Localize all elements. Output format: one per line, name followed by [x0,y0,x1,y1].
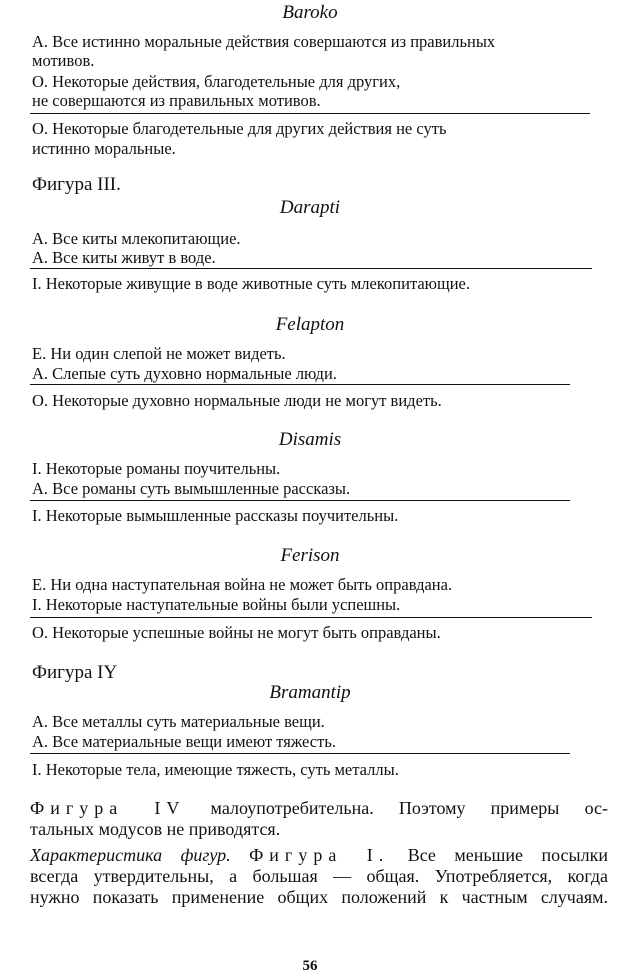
mode-title-ferison: Ferison [280,545,340,566]
paragraph-line: всегда утвердительны, а большая — общая. Употребляется, когда [30,866,608,886]
spaced-term: Фигура IV [30,798,186,818]
premise-line: А. Все киты млекопитающие. [32,229,241,248]
premise-line: мотивов. [32,51,95,70]
paragraph-line: нужно показать применение общих положений к частным случаям. [30,887,608,907]
spaced-term: Фигура I. [249,845,390,865]
body-paragraph [30,798,608,840]
conclusion-line: О. Некоторые благодетельные для других действия не суть [32,119,447,138]
paragraph-line [30,845,608,866]
premise-line: А. Слепые суть духовно нормальные люди. [32,364,337,383]
conclusion-line: О. Некоторые успешные войны не могут быть оправданы. [32,623,441,642]
conclusion-divider [30,384,570,385]
paragraph-text: Все меньшие посылки [389,845,609,865]
premise-line: Е. Ни один слепой не может видеть. [32,344,286,363]
premise-line: Е. Ни одна наступательная война не может быть оправдана. [32,575,453,594]
paragraph-line [30,798,608,819]
premise-line: А. Все истинно моральные действия совершаются из правильных [32,32,496,51]
italic-term: Характеристика фигур. [30,845,231,865]
conclusion-divider [30,500,570,501]
body-paragraph [30,845,608,908]
conclusion-line: О. Некоторые духовно нормальные люди не могут видеть. [32,391,442,410]
premise-line: А. Все киты живут в воде. [32,248,216,267]
mode-title-darapti: Darapti [279,197,341,218]
premise-line: А. Все металлы суть материальные вещи. [32,712,325,731]
premise-line: I. Некоторые наступательные войны были успешны. [32,595,401,614]
mode-title-disamis: Disamis [278,429,342,450]
conclusion-line: I. Некоторые тела, имеющие тяжесть, суть металлы. [32,760,399,779]
paragraph-text: малоупотребительна. Поэтому примеры ос- [185,798,609,818]
premise-line: А. Все материальные вещи имеют тяжесть. [32,732,336,751]
conclusion-divider [30,268,592,269]
conclusion-line: I. Некоторые живущие в воде животные суть млекопитающие. [32,274,470,293]
mode-title-felapton: Felapton [275,314,345,335]
conclusion-divider [30,113,590,114]
mode-title-bramantip: Bramantip [269,682,351,703]
figure-heading: Фигура III. [32,174,121,195]
page-number: 56 [302,958,318,974]
premise-line: А. Все романы суть вымышленные рассказы. [32,479,351,498]
conclusion-divider [30,753,570,754]
premise-line: О. Некоторые действия, благодетельные для других, [32,72,401,91]
conclusion-line: I. Некоторые вымышленные рассказы поучительны. [32,506,399,525]
premise-line: I. Некоторые романы поучительны. [32,459,281,478]
conclusion-line: истинно моральные. [32,139,176,158]
paragraph-line: тальных модусов не приводятся. [30,819,281,839]
figure-heading: Фигура IY [32,662,118,683]
premise-line: не совершаются из правильных мотивов. [32,91,321,110]
mode-title-baroko: Baroko [282,2,338,23]
conclusion-divider [30,617,592,618]
